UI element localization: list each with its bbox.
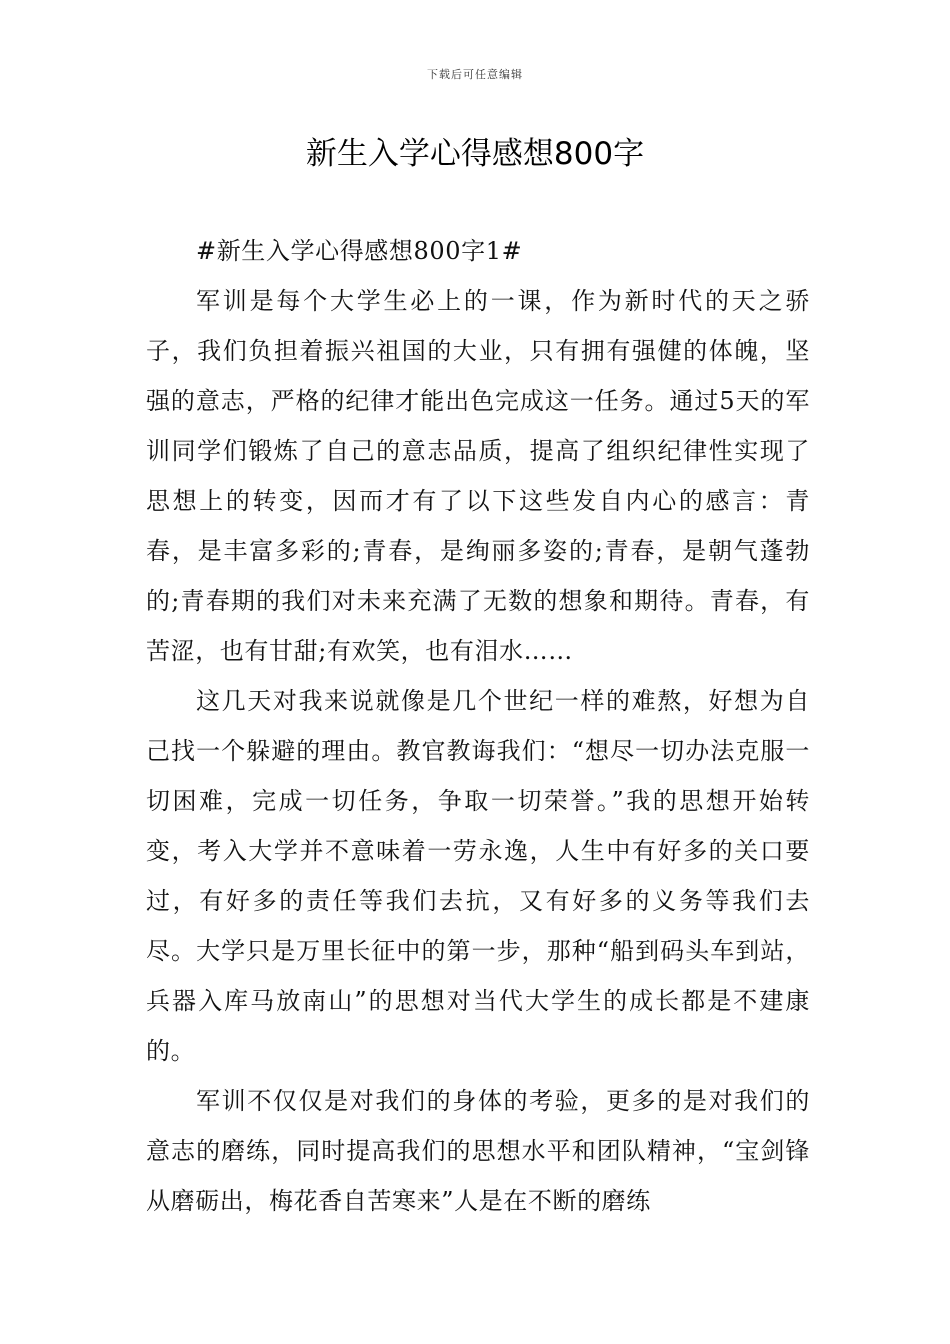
paragraph-1: 军训是每个大学生必上的一课，作为新时代的天之骄子，我们负担着振兴祖国的大业，只有拥有强健的体魄，坚强的意志，严格的纪律才能出色完成这一任务。通过5天的军训同学们锻炼了自己的意志品质，提高了组织纪律性实现了思想上的转变，因而才有了以下这些发自内心的感言：青春，是丰富多彩的;青春，是绚丽多姿的;青春，是朝气蓬勃的;青春期的我们对未来充满了无数的想象和期待。青春，有苦涩，也有甘甜;有欢笑，也有泪水…… [146, 287, 810, 665]
paragraph-3: 军训不仅仅是对我们的身体的考验，更多的是对我们的意志的磨练，同时提高我们的思想水平和团队精神，“宝剑锋从磨砺出，梅花香自苦寒来”人是在不断的磨练 [146, 1087, 810, 1215]
document-title: 新生入学心得感想800字 [305, 136, 645, 172]
section-heading: #新生入学心得感想800字1# [196, 237, 523, 265]
document-body [146, 226, 810, 1226]
paragraph-2: 这几天对我来说就像是几个世纪一样的难熬，好想为自己找一个躲避的理由。教官教诲我们：“想尽一切办法克服一切困难，完成一切任务，争取一切荣誉。”我的思想开始转变，考入大学并不意味着一劳永逸，人生中有好多的关口要过，有好多的责任等我们去抗，又有好多的义务等我们去尽。大学只是万里长征中的第一步，那种“船到码头车到站，兵器入库马放南山”的思想对当代大学生的成长都是不建康的。 [146, 687, 810, 1065]
header-note: 下载后可任意编辑 [427, 68, 523, 81]
